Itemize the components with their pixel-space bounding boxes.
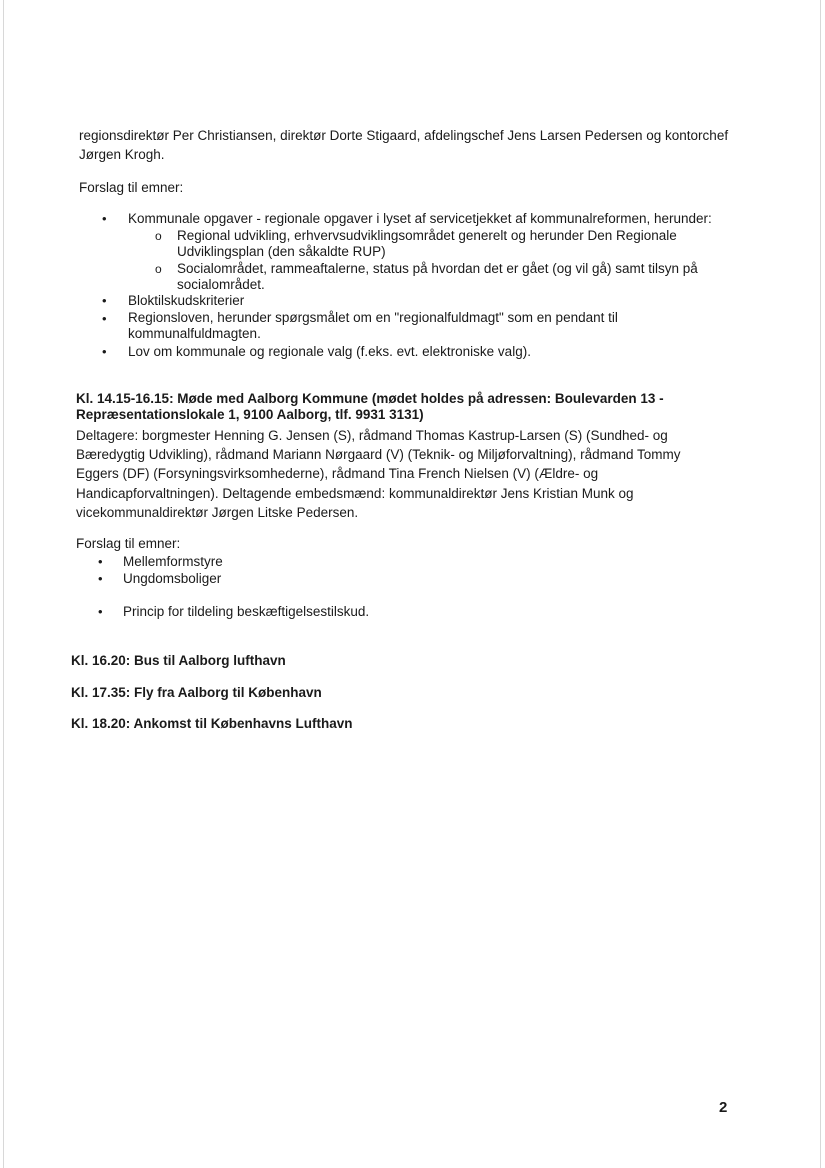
intro-line-1: regionsdirektør Per Christiansen, direktør Dorte Stigaard, afdelingschef Jens Larsen Pedersen og kontorchef [79, 128, 729, 143]
bullet-glyph: • [102, 211, 107, 226]
participants-line: vicekommunaldirektør Jørgen Litske Pedersen. [76, 505, 359, 520]
participants-line: Deltagere: borgmester Henning G. Jensen (S), rådmand Thomas Kastrup-Larsen (S) (Sundhed- og [76, 428, 668, 443]
list-item: Ungdomsboliger [123, 571, 222, 586]
list-item: Bloktilskudskriterier [128, 293, 245, 308]
schedule-item-arrival: Kl. 18.20: Ankomst til Københavns Lufthavn [71, 716, 353, 731]
schedule-item-bus: Kl. 16.20: Bus til Aalborg lufthavn [71, 653, 286, 668]
bullet-glyph: • [102, 293, 107, 308]
sub-bullet-glyph: o [155, 262, 162, 276]
list-item: Kommunale opgaver - regionale opgaver i lyset af servicetjekket af kommunalreformen, herunder: [128, 211, 712, 226]
bullet-glyph: • [102, 344, 107, 359]
list-item-cont: kommunalfuldmagten. [128, 326, 261, 341]
scan-edge-left [3, 0, 4, 1168]
topics-heading-1: Forslag til emner: [79, 180, 184, 195]
sub-list-item: Socialområdet, rammeaftalerne, status på hvordan det er gået (og vil gå) samt tilsyn på [177, 261, 698, 276]
list-item: Mellemformstyre [123, 554, 223, 569]
page-number: 2 [719, 1099, 728, 1116]
bullet-glyph: • [98, 571, 103, 586]
sub-list-item-cont: Udviklingsplan (den såkaldte RUP) [177, 244, 386, 259]
sub-bullet-glyph: o [155, 229, 162, 243]
list-item: Lov om kommunale og regionale valg (f.eks. evt. elektroniske valg). [128, 344, 531, 359]
bullet-glyph: • [102, 311, 107, 326]
list-item: Regionsloven, herunder spørgsmålet om en "regionalfuldmagt" som en pendant til [128, 310, 618, 325]
schedule-item-flight: Kl. 17.35: Fly fra Aalborg til København [71, 685, 322, 700]
sub-list-item: Regional udvikling, erhvervsudviklingsområdet generelt og herunder Den Regionale [177, 228, 677, 243]
topics-heading-2: Forslag til emner: [76, 536, 181, 551]
scan-edge-right [820, 0, 821, 1168]
intro-line-2: Jørgen Krogh. [79, 147, 165, 162]
meeting-heading-line-2: Repræsentationslokale 1, 9100 Aalborg, tlf. 9931 3131) [76, 407, 424, 422]
bullet-glyph: • [98, 554, 103, 569]
participants-line: Bæredygtig Udvikling), rådmand Mariann Nørgaard (V) (Teknik- og Miljøforvaltning), rådmand Tommy [76, 447, 681, 462]
list-item: Princip for tildeling beskæftigelsestilskud. [123, 604, 370, 619]
bullet-glyph: • [98, 604, 103, 619]
participants-line: Handicapforvaltningen). Deltagende embedsmænd: kommunaldirektør Jens Kristian Munk og [76, 486, 634, 501]
participants-line: Eggers (DF) (Forsyningsvirksomhederne), rådmand Tina French Nielsen (V) (Ældre- og [76, 466, 599, 481]
sub-list-item-cont: socialområdet. [177, 277, 265, 292]
meeting-heading-line-1: Kl. 14.15-16.15: Møde med Aalborg Kommune (mødet holdes på adressen: Boulevarden 13 - [76, 391, 664, 406]
